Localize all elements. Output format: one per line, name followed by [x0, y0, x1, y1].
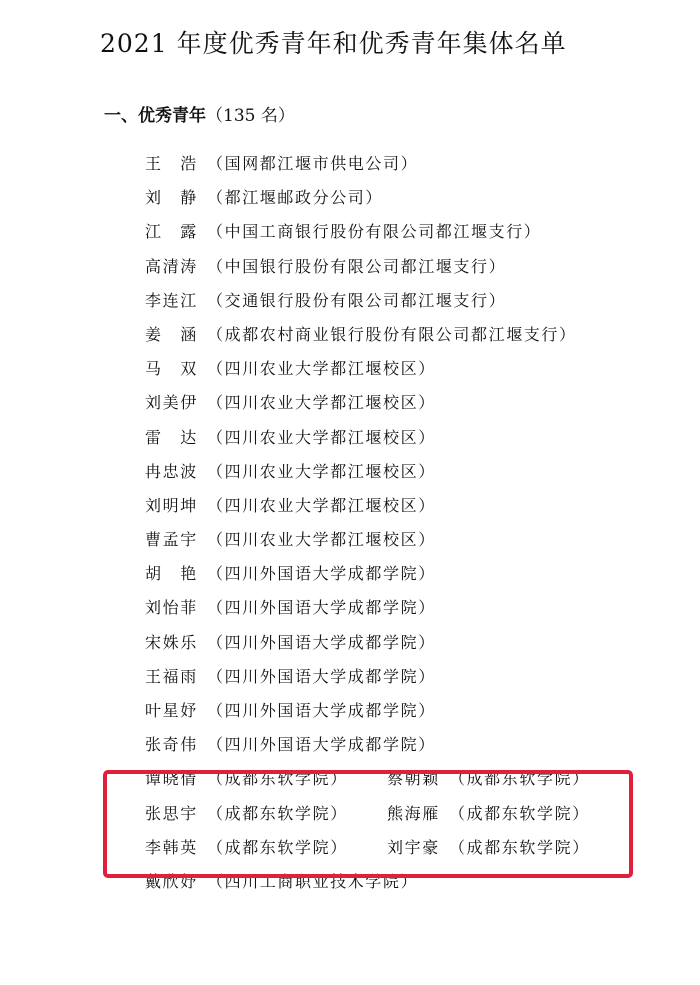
honoree-org: （都江堰邮政分公司） [207, 188, 384, 208]
list-item [145, 591, 629, 625]
honoree-org: （成都东软学院） [207, 769, 348, 789]
honoree-name: 张奇伟 [145, 735, 198, 755]
honoree-name: 戴欣妤 [145, 871, 198, 891]
honoree-name: 刘宇豪 [387, 837, 440, 857]
list-item [145, 557, 629, 591]
honoree-name: 胡 艳 [145, 564, 198, 584]
honoree-name: 冉忠波 [145, 461, 198, 481]
honoree-org: （交通银行股份有限公司都江堰支行） [207, 290, 507, 310]
honoree-name: 刘 静 [145, 188, 198, 208]
list-item [145, 386, 629, 420]
honoree-org: （中国工商银行股份有限公司都江堰支行） [207, 222, 542, 242]
honoree-name: 雷 达 [145, 427, 198, 447]
honoree-org: （四川农业大学都江堰校区） [207, 495, 436, 515]
honoree-org: （四川农业大学都江堰校区） [207, 359, 436, 379]
list-item [145, 421, 629, 455]
list-item [145, 455, 629, 489]
honoree-org: （成都东软学院） [449, 837, 590, 857]
honoree-org: （四川外国语大学成都学院） [207, 564, 436, 584]
honoree-org: （四川农业大学都江堰校区） [207, 530, 436, 550]
honoree-name: 熊海雁 [387, 803, 440, 823]
honoree-name: 李韩英 [145, 837, 198, 857]
honoree-org: （四川外国语大学成都学院） [207, 666, 436, 686]
list-item [145, 694, 629, 728]
list-item [145, 352, 629, 386]
list-item [145, 284, 629, 318]
honoree-name: 姜 涵 [145, 324, 198, 344]
honoree-org: （成都东软学院） [449, 803, 590, 823]
honoree-org: （四川外国语大学成都学院） [207, 701, 436, 720]
honoree-name: 江 露 [145, 222, 198, 242]
honoree-org: （成都东软学院） [449, 769, 590, 789]
honoree-org: （四川外国语大学成都学院） [207, 735, 436, 755]
section-heading [104, 101, 295, 126]
honoree-name: 马 双 [145, 359, 198, 379]
list-item [145, 147, 629, 181]
list-item [145, 660, 629, 694]
list-item [145, 318, 629, 352]
honoree-name: 刘明坤 [145, 495, 198, 515]
list-item [145, 626, 629, 660]
honoree-org: （成都东软学院） [207, 803, 348, 823]
honoree-name: 刘美伊 [145, 393, 198, 413]
honoree-org: （四川农业大学都江堰校区） [207, 393, 436, 413]
honoree-org: （四川工商职业技术学院） [207, 871, 419, 891]
list-item [145, 181, 629, 215]
honoree-org: （四川外国语大学成都学院） [207, 632, 436, 652]
honoree-name: 蔡朝颖 [387, 769, 440, 789]
honoree-name: 李连江 [145, 290, 198, 310]
honoree-name: 叶星妤 [145, 701, 198, 720]
honoree-org: （国网都江堰市供电公司） [207, 154, 419, 173]
honoree-org: （四川农业大学都江堰校区） [207, 427, 436, 447]
honoree-name: 张思宇 [145, 803, 198, 823]
highlight-box [103, 770, 633, 878]
honoree-org: （四川农业大学都江堰校区） [207, 461, 436, 481]
list-item [145, 489, 629, 523]
honoree-name: 谭晓倩 [145, 769, 198, 789]
list-item [145, 215, 629, 249]
honoree-org: （中国银行股份有限公司都江堰支行） [207, 256, 507, 276]
honoree-name: 王福雨 [145, 666, 198, 686]
document-title: 2021 年度优秀青年和优秀青年集体名单 [100, 29, 567, 58]
honoree-name: 高清涛 [145, 256, 198, 276]
section-label: 一、优秀青年 [104, 106, 206, 126]
honoree-org: （成都农村商业银行股份有限公司都江堰支行） [207, 324, 577, 344]
honoree-name: 刘怡菲 [145, 598, 198, 618]
honoree-name: 王 浩 [145, 154, 198, 173]
section-count: （135 名） [206, 106, 295, 126]
honoree-org: （四川外国语大学成都学院） [207, 598, 436, 618]
honoree-name: 曹孟宇 [145, 530, 198, 550]
honoree-org: （成都东软学院） [207, 837, 348, 857]
list-item [145, 728, 629, 762]
list-item [145, 523, 629, 557]
honoree-name: 宋姝乐 [145, 632, 198, 652]
list-item [145, 250, 629, 284]
